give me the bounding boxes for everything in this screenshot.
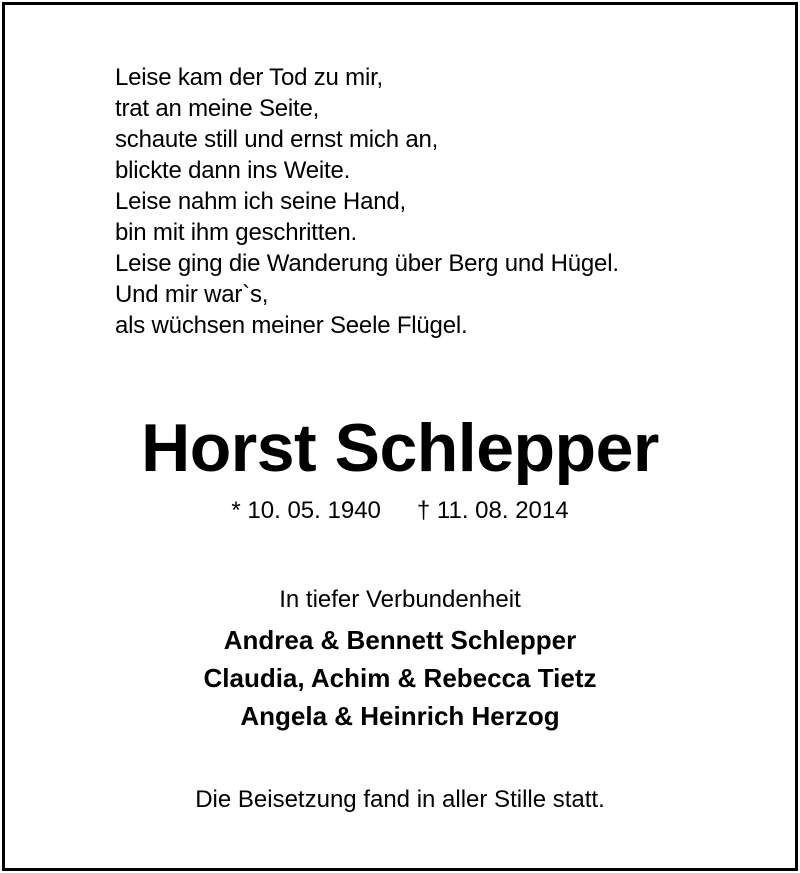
birth-date: * 10. 05. 1940 bbox=[231, 497, 381, 524]
mourners-list bbox=[0, 621, 800, 735]
life-dates bbox=[0, 496, 800, 526]
deceased-name: Horst Schlepper bbox=[141, 410, 659, 486]
mourner-entry: Andrea & Bennett Schlepper bbox=[223, 625, 577, 655]
burial-note: Die Beisetzung fand in aller Stille statt. bbox=[195, 786, 605, 813]
poem-line: trat an meine Seite, bbox=[115, 95, 320, 122]
poem-line: blickte dann ins Weite. bbox=[115, 157, 351, 184]
poem bbox=[115, 62, 619, 341]
poem-line: schaute still und ernst mich an, bbox=[115, 126, 439, 153]
mourner-entry: Claudia, Achim & Rebecca Tietz bbox=[203, 663, 597, 693]
death-date: † 11. 08. 2014 bbox=[416, 497, 569, 524]
condolence-intro: In tiefer Verbundenheit bbox=[279, 586, 521, 613]
poem-line: als wüchsen meiner Seele Flügel. bbox=[115, 312, 468, 339]
poem-line: bin mit ihm geschritten. bbox=[115, 219, 357, 246]
mourner-entry: Angela & Heinrich Herzog bbox=[240, 701, 560, 731]
poem-line: Leise kam der Tod zu mir, bbox=[115, 64, 384, 91]
poem-line: Und mir war`s, bbox=[115, 281, 269, 308]
poem-line: Leise ging die Wanderung über Berg und Hügel. bbox=[115, 250, 619, 277]
poem-line: Leise nahm ich seine Hand, bbox=[115, 188, 406, 215]
